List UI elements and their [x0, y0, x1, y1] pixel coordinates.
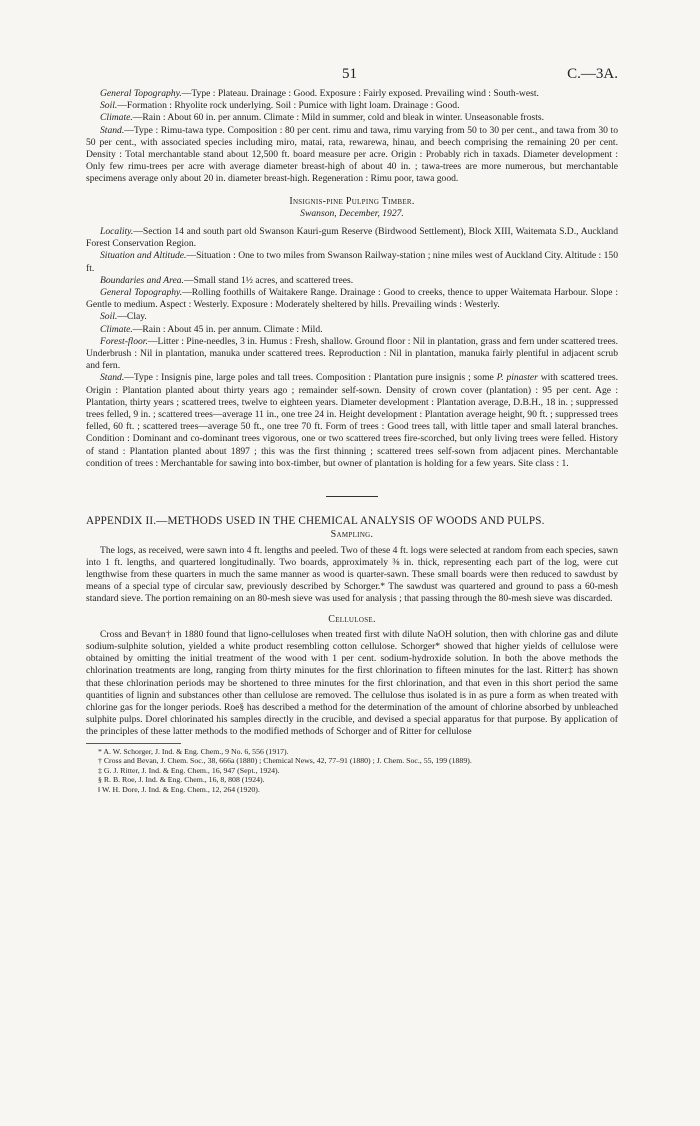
page-number: 51	[342, 66, 357, 82]
page-header	[86, 66, 618, 88]
paragraph-cellulose: Cross and Bevan† in 1880 found that ligno-celluloses when treated first with dilute NaOH solution, then with chlorine gas and dilute sodium-sulphite solution, yielded a white product resembling cotton cellulose. Schorger* showed that higher yields of cellulose were obtained by omitting the initial treatment of the wood with 1 per cent. sodium-hydroxide solution. In both the above methods the chlorination treatments are long, ranging from thirty minutes for the first chlorination to fifteen minutes for the last. Ritter‡ has shown that these chlorination periods may be shortened to three minutes for the first chlorination, and that even in this short period the same quantities of lignin and substances other than cellulose are removed. The cellulose thus isolated is in as pure a form as when treated with chlorine gas for the longer periods. Roe§ has described a method for the determination of the amount of chlorine absorbed by unbleached sulphite pulps. Dore‖ chlorinated his samples directly in the crucible, and devised a special apparatus for that purpose. By application of the principles of these latter methods to the modified methods of Schorger and of Ritter for cellulose	[86, 628, 618, 738]
paragraph-soil: Soil.—Clay.	[100, 311, 147, 323]
appendix-title: APPENDIX II.—METHODS USED IN THE CHEMICAL ANALYSIS OF WOODS AND PULPS.	[86, 515, 545, 528]
footnotes	[86, 747, 618, 795]
paragraph-topography: General Topography.—Rolling foothills of Waitakere Range. Drainage : Good to creeks, thence to upper Waitemata Harbour. Slope : Gentle to medium. Aspect : Westerly. Exposure : Moderately sheltered by hills. Prevailing winds : Westerly.	[86, 287, 619, 311]
paragraph-sampling: The logs, as received, were sawn into 4 ft. lengths and peeled. Two of these 4 ft. logs were selected at random from each species, sawn into 1 ft. lengths, and quartered longitudinally. Two boards, approximately ⅜ in. thick, representing each part of the log, were cut lengthwise from these quarters in much the same manner as wood is quarter-sawn. These small boards were then reduced to sawdust by means of a special type of circular saw, previously described by Schorger.* The sawdust was quartered and ground to pass a 60-mesh standard sieve. The portion remaining on an 80-mesh sieve was used for analysis ; that passing through the 80-mesh sieve was discarded.	[86, 544, 618, 605]
footnote-item: † Cross and Bevan, J. Chem. Soc., 38, 666a (1880) ; Chemical News, 42, 77–91 (1880) ; J. Chem. Soc., 55, 199 (1889).	[98, 756, 472, 766]
footnote-item: ‖ W. H. Dore, J. Ind. & Eng. Chem., 12, 264 (1920).	[98, 784, 260, 794]
footnote-item: § R. B. Roe, J. Ind. & Eng. Chem., 16, 8, 808 (1924).	[98, 775, 265, 785]
paragraph-situation: Situation and Altitude.—Situation : One to two miles from Swanson Railway-station ; nine miles west of Auckland City. Altitude : 150 ft.	[86, 250, 619, 274]
paragraph-climate: Climate.—Rain : About 60 in. per annum. Climate : Mild in summer, cold and bleak in winter. Unseasonable frosts.	[100, 112, 545, 124]
paragraph-forest-floor: Forest-floor.—Litter : Pine-needles, 3 in. Humus : Fresh, shallow. Ground floor : Nil in plantation, grass and fern under scattered trees. Underbrush : Nil in plantation, manuka under scattered trees. Reproduction : Nil in plantation, manuka fairly plentiful in adjacent scrub and fern.	[86, 335, 618, 372]
section-divider	[326, 496, 378, 497]
document-page	[86, 66, 618, 795]
paragraph-soil: Soil.—Formation : Rhyolite rock underlying. Soil : Pumice with light loam. Drainage : Good.	[100, 100, 460, 112]
paragraph-climate: Climate.—Rain : About 45 in. per annum. Climate : Mild.	[100, 323, 323, 335]
cellulose-heading: Cellulose.	[328, 613, 376, 625]
paragraph-locality: Locality.—Section 14 and south part old Swanson Kauri-gum Reserve (Birdwood Settlement), Block XIII, Waitemata S.D., Auckland Forest Conservation Region.	[86, 226, 618, 250]
section-subheading-swanson: Swanson, December, 1927.	[300, 207, 404, 219]
insignis-block	[86, 226, 618, 470]
paragraph-general-topography: General Topography.—Type : Plateau. Drainage : Good. Exposure : Fairly exposed. Prevailing wind : South-west.	[100, 88, 539, 99]
paragraph-stand: Stand.—Type : Rimu-tawa type. Composition : 80 per cent. rimu and tawa, rimu varying from 50 to 30 per cent., and tawa from 30 to 50 per cent., with associated species including miro, matai, rata, rewarewa, hinau, and beech comprising the remaining 20 per cent. Density : Total merchantable stand about 12,500 ft. board measure per acre. Origin : Probably rich in taxads. Diameter development : Only few rimu-trees per acre with average diameter breast-high of about 40 in. ; tawa-trees are more numerous, but merchantable specimens average only about 20 in. diameter breast-high. Regeneration : Rimu poor, tawa good.	[86, 124, 618, 185]
site-description-block	[86, 88, 618, 186]
footnote-item: ‡ G. J. Ritter, J. Ind. & Eng. Chem., 16, 947 (Sept., 1924).	[98, 765, 280, 775]
document-code: C.—3A.	[567, 66, 618, 82]
paragraph-stand: Stand.—Type : Insignis pine, large poles and tall trees. Composition : Plantation pure insignis ; some P. pinaster with scattered trees. Origin : Plantation planted about thirty years ago ; remainder self-sown. Density of crown cover (plantation) : 95 per cent. Age : Plantation, thirty years ; scattered trees, twelve to eighteen years. Diameter development : Plantation average, D.B.H., 18 in. ; suppressed trees felled, 9 in. ; scattered trees—average 11 in., one tree 24 in. Height development : Plantation average height, 90 ft. ; suppressed trees felled, 60 ft. ; scattered trees—average 50 ft., one tree 70 ft. Form of trees : Good trees tall, with little taper and small lateral branches. Condition : Dominant and co-dominant trees vigorous, one or two scattered trees fire-scorched, but only living trees were felled. History of stand : Plantation planted about 1897 ; this was the first thinning ; scattered trees self-sown from adjacent pines. Merchantable condition of trees : Merchantable for sawing into box-timber, but owner of plantation is holding for a few years. Site class : 1.	[86, 372, 618, 469]
section-heading-insignis: Insignis-pine Pulping Timber.	[289, 195, 415, 207]
footnote-item: * A. W. Schorger, J. Ind. & Eng. Chem., 9 No. 6, 556 (1917).	[98, 746, 289, 756]
paragraph-boundaries: Boundaries and Area.—Small stand 1½ acres, and scattered trees.	[100, 274, 354, 286]
footnote-divider	[86, 743, 181, 744]
sampling-heading: Sampling.	[330, 529, 374, 541]
